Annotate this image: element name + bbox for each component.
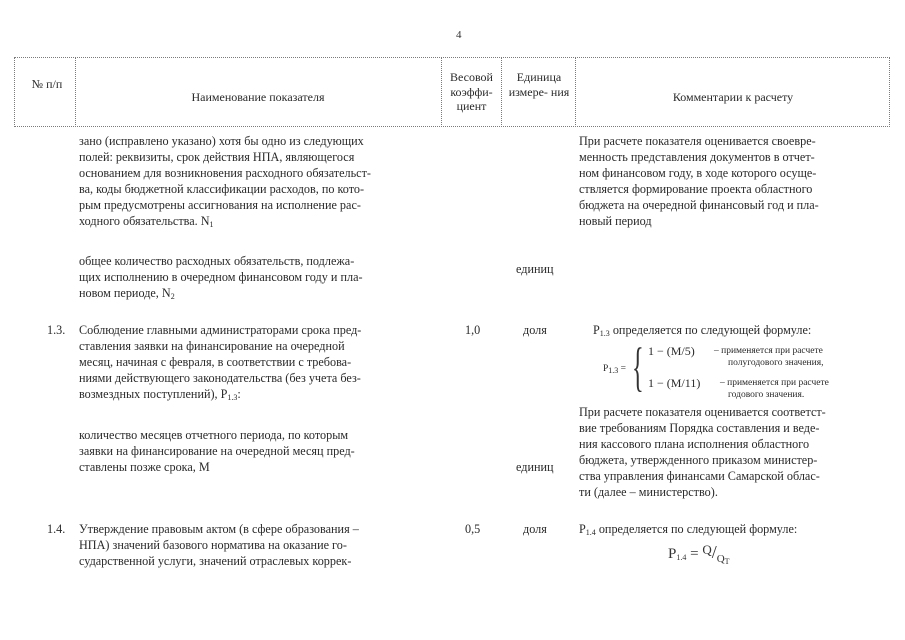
text-line-main: ходного обязательства. N: [79, 214, 210, 228]
formula-numerator: Q: [702, 542, 712, 557]
case2-expression: 1 − (M/11): [648, 376, 701, 390]
text-line: полей: реквизиты, срок действия НПА, являющегося: [79, 150, 355, 164]
header-col-weight: Весовой коэффи- циент: [450, 70, 493, 113]
formula-intro: [593, 323, 811, 342]
comment-line: ти (далее – министерство).: [579, 485, 718, 499]
text-line: количество месяцев отчетного периода, по которым: [79, 428, 349, 442]
case1-text: полугодового значения,: [728, 358, 824, 368]
subscript: 1.4: [676, 553, 687, 562]
comment-line: ствляется формирование проекта областного: [579, 182, 813, 196]
page-number: 4: [456, 29, 462, 41]
formula-intro-text: определяется по следующей формуле:: [609, 323, 812, 337]
equals-sign: =: [686, 546, 703, 562]
subscript: 1.4: [585, 528, 596, 537]
text-line: [79, 387, 241, 406]
formula-intro: [579, 522, 797, 541]
formula-intro-text: определяется по следующей формуле:: [595, 522, 798, 536]
comment-line: менность представления документов в отчет-: [579, 150, 815, 164]
text-line: заявки на финансирование на очередной месяц пред-: [79, 444, 355, 458]
formula-symbol: P: [593, 323, 600, 337]
subscript: 1.3: [608, 366, 619, 375]
formula-denominator: [717, 553, 730, 565]
text-line: зано (исправлено указано) хотя бы одно из следующих: [79, 134, 364, 148]
comment-line: вие требованиям Порядка составления и веде-: [579, 421, 820, 435]
formula-lhs: [603, 364, 626, 377]
subscript: 1: [209, 220, 214, 229]
text-line: [79, 286, 175, 305]
comment-line: новый период: [579, 214, 652, 228]
subscript: 2: [170, 292, 175, 301]
formula-symbol: P: [603, 364, 609, 374]
unit-cell: единиц: [516, 262, 554, 276]
comment-line: ства управления финансами Самарской облас-: [579, 469, 820, 483]
header-left-border: [14, 57, 15, 127]
formula: [668, 542, 730, 566]
comment-line: ном финансовом году, в ходе которого осуще-: [579, 166, 817, 180]
subscript: 1.3: [227, 393, 238, 402]
brace-icon: {: [632, 337, 644, 397]
header-col-name: Наименование показателя: [191, 90, 325, 104]
unit-cell: единиц: [516, 460, 554, 474]
text-line: [79, 214, 214, 233]
unit-cell: доля: [523, 323, 547, 337]
header-top-border: [14, 57, 890, 58]
comment-line: При расчете показателя оценивается соответст-: [579, 405, 826, 419]
case2-text: – применяется при расчете: [720, 378, 829, 388]
text-line: месяц, начиная с февраля, в соответствии с требова-: [79, 355, 352, 369]
comment-line: бюджета на очередной финансовый год и пла-: [579, 198, 819, 212]
comment-line: бюджета, утвержденного приказом министер-: [579, 453, 818, 467]
equals-sign: =: [618, 364, 627, 374]
text-line: ниями действующего законодательства (без учета без-: [79, 371, 361, 385]
header-divider: [501, 57, 502, 127]
text-line: ставления заявки на финансирование на очередной: [79, 339, 345, 353]
header-divider: [75, 57, 76, 127]
subscript: 1.3: [599, 329, 610, 338]
text-line: Утверждение правовым актом (в сфере образования –: [79, 522, 359, 536]
weight-cell: 0,5: [465, 522, 481, 536]
colon: :: [237, 387, 241, 401]
text-line: Соблюдение главными администраторами срока пред-: [79, 323, 362, 337]
text-line: ва, коды бюджетной классификации расходов, по кото-: [79, 182, 365, 196]
text-line: НПА) значений базового норматива на оказание го-: [79, 538, 347, 552]
text-line: рым предусмотрены ассигнования на исполнение рас-: [79, 198, 361, 212]
unit-cell: доля: [523, 522, 547, 536]
case1-text: – применяется при расчете: [714, 346, 823, 356]
comment-line: При расчете показателя оценивается своевре-: [579, 134, 816, 148]
fraction-slash: /: [711, 542, 717, 562]
formula-symbol: P: [579, 522, 586, 536]
header-col-comment: Комментарии к расчету: [672, 90, 794, 104]
case2-text: годового значения.: [728, 390, 805, 400]
row-number: 1.3.: [47, 323, 66, 337]
text-line-main: возмездных поступлений), P: [79, 387, 228, 401]
subscript: T: [724, 557, 730, 566]
header-col-unit: Единица измере- ния: [508, 70, 570, 99]
header-col-num: № п/п: [31, 77, 63, 91]
weight-cell: 1,0: [465, 323, 481, 337]
header-bottom-border: [14, 126, 890, 127]
formula-symbol: P: [668, 546, 677, 562]
text-line: общее количество расходных обязательств, подлежа-: [79, 254, 355, 268]
text-line-main: новом периоде, N: [79, 286, 171, 300]
formula-symbol: Q: [716, 553, 725, 565]
text-line: ставлены позже срока, M: [79, 460, 210, 474]
case1-expression: 1 − (M/5): [648, 344, 695, 358]
text-line: основанием для возникновения расходного обязательст-: [79, 166, 371, 180]
header-divider: [441, 57, 442, 127]
text-line: щих исполнению в очередном финансовом году и пла-: [79, 270, 363, 284]
row-number: 1.4.: [47, 522, 66, 536]
header-right-border: [889, 57, 890, 127]
text-line: сударственной услуги, значений отраслевых коррек-: [79, 554, 352, 568]
comment-line: ния кассового плана исполнения областного: [579, 437, 810, 451]
header-divider: [575, 57, 576, 127]
